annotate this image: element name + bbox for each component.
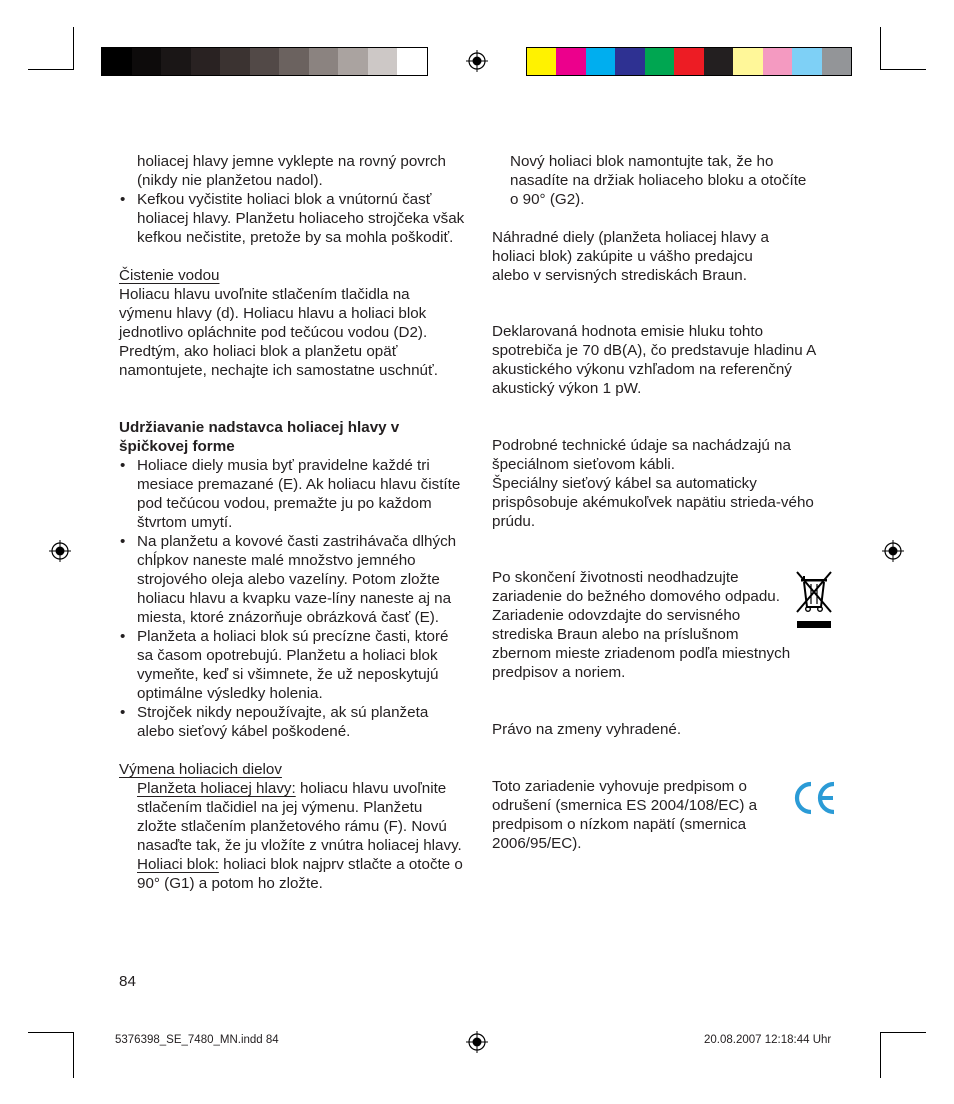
paragraph: Nový holiaci blok namontujte tak, že ho nasadíte na držiak holiaceho bloku a otočíte o 90° (G2). xyxy=(510,153,807,208)
color-swatch xyxy=(733,48,762,75)
color-swatch xyxy=(674,48,703,75)
paragraph: Planžeta holiacej hlavy: holiacu hlavu uvoľnite stlačením tlačidiel na jej výmenu. Planžetu zložte stlačením planžetového rámu (F). Novú nasaďte tak, že ju vložíte z vnútra holiacej hlavy. xyxy=(137,780,462,854)
color-swatch xyxy=(763,48,792,75)
color-swatch xyxy=(161,48,191,75)
color-swatch xyxy=(250,48,280,75)
registration-mark-icon xyxy=(49,540,71,562)
paragraph: Deklarovaná hodnota emisie hluku tohto spotrebiča je 70 dB(A), čo predstavuje hladinu A akustického výkonu vzhľadom na referenčný akustický výkon 1 pW. xyxy=(492,323,816,397)
bullet-item: • Kefkou vyčistite holiaci blok a vnútornú časť holiacej hlavy. Planžetu holiaceho strojčeka však kefkou nečistite, pretože by sa mohla poškodiť. xyxy=(119,190,465,247)
grayscale-color-bar xyxy=(101,47,428,76)
color-swatch xyxy=(102,48,132,75)
paragraph: Náhradné diely (planžeta holiacej hlavy a holiaci blok) zakúpite u vášho predajcu alebo v servisných strediskách Braun. xyxy=(492,229,769,284)
bullet-item: • Strojček nikdy nepoužívajte, ak sú planžeta alebo sieťový kábel poškodené. xyxy=(119,703,465,741)
color-swatch xyxy=(704,48,733,75)
left-column xyxy=(119,152,465,893)
crop-mark xyxy=(880,69,926,70)
paragraph: Právo na zmeny vyhradené. xyxy=(492,721,682,738)
crop-mark xyxy=(28,1032,74,1033)
registration-mark-icon xyxy=(466,50,488,72)
color-swatch xyxy=(309,48,339,75)
section-heading: Výmena holiacich dielov xyxy=(119,761,282,778)
color-swatch xyxy=(527,48,556,75)
color-swatch xyxy=(132,48,162,75)
color-swatch xyxy=(397,48,427,75)
crop-mark xyxy=(73,1032,74,1078)
registration-mark-icon xyxy=(882,540,904,562)
color-swatch xyxy=(645,48,674,75)
color-swatch xyxy=(586,48,615,75)
bullet-item: • Planžeta a holiaci blok sú precízne časti, ktoré sa časom opotrebujú. Planžetu a holiaci blok vymeňte, keď si všimnete, že už neposkytujú optimálne výsledky holenia. xyxy=(119,627,465,703)
registration-mark-icon xyxy=(466,1031,488,1053)
paragraph: holiacej hlavy jemne vyklepte na rovný povrch (nikdy nie planžetou nadol). xyxy=(137,153,446,189)
process-color-bar xyxy=(526,47,852,76)
paragraph: Po skončení životnosti neodhadzujte zariadenie do bežného domového odpadu. Zariadenie odovzdajte do servisného strediska Braun alebo na príslušnom zbernom mieste zriadenom podľa miestnych predpisov a noriem. xyxy=(492,569,791,681)
right-column-tech xyxy=(492,436,832,531)
color-swatch xyxy=(220,48,250,75)
paragraph: Špeciálny sieťový kábel sa automaticky prispôsobuje akémukoľvek napätiu strieda-vého prúdu. xyxy=(492,475,814,530)
color-swatch xyxy=(822,48,851,75)
bullet-item: • Na planžetu a kovové časti zastrihávača dlhých chĺpkov naneste malé množstvo jemného strojového oleja alebo vazelíny. Potom zložte holiacu hlavu a kvapku vaze-líny naneste aj na miesta, ktoré znázorňuje obrázková časť (E). xyxy=(119,532,465,627)
crop-mark xyxy=(28,69,74,70)
crop-mark xyxy=(880,1032,926,1033)
section-heading: Čistenie vodou xyxy=(119,267,220,284)
paragraph: Holiaci blok: holiaci blok najprv stlačte a otočte o 90° (G1) a potom ho zložte. xyxy=(137,856,463,892)
page-number: 84 xyxy=(119,973,136,990)
ce-mark-icon xyxy=(790,779,838,817)
crop-mark xyxy=(880,27,881,70)
paragraph: Holiacu hlavu uvoľnite stlačením tlačidla na výmenu hlavy (d). Holiacu hlavu a holiaci blok jednotlivo opláchnite pod tečúcou vodou (D2). Predtým, ako holiaci blok a planžetu opäť namontujete, nechajte ich samostatne uschnúť. xyxy=(119,286,438,379)
right-column-noise xyxy=(492,322,832,398)
bullet-item: • Holiace diely musia byť pravidelne každé tri mesiace premazané (E). Ak holiacu hlavu čistíte pod tečúcou vodou, premažte ju po každom štvrtom umytí. xyxy=(119,456,465,532)
section-heading: Udržiavanie nadstavca holiacej hlavy v špičkovej forme xyxy=(119,419,400,455)
right-column-disposal xyxy=(492,568,792,682)
color-swatch xyxy=(338,48,368,75)
color-swatch xyxy=(615,48,644,75)
color-swatch xyxy=(368,48,398,75)
color-swatch xyxy=(279,48,309,75)
crop-mark xyxy=(73,27,74,70)
color-swatch xyxy=(792,48,821,75)
crop-mark xyxy=(880,1032,881,1078)
paragraph: Toto zariadenie vyhovuje predpisom o odrušení (smernica ES 2004/108/EC) a predpisom o nízkom napätí (smernica 2006/95/EC). xyxy=(492,778,758,852)
footer-date: 20.08.2007 12:18:44 Uhr xyxy=(704,1034,832,1046)
right-column-parts xyxy=(492,228,792,285)
right-column-mount xyxy=(492,152,812,209)
right-column-rights xyxy=(492,720,832,739)
paragraph: Podrobné technické údaje sa nachádzajú na špeciálnom sieťovom kábli. xyxy=(492,437,791,473)
right-column-ce xyxy=(492,777,797,853)
footer-file: 5376398_SE_7480_MN.indd 84 xyxy=(115,1034,279,1046)
color-swatch xyxy=(556,48,585,75)
weee-bin-icon xyxy=(794,568,834,632)
color-swatch xyxy=(191,48,221,75)
